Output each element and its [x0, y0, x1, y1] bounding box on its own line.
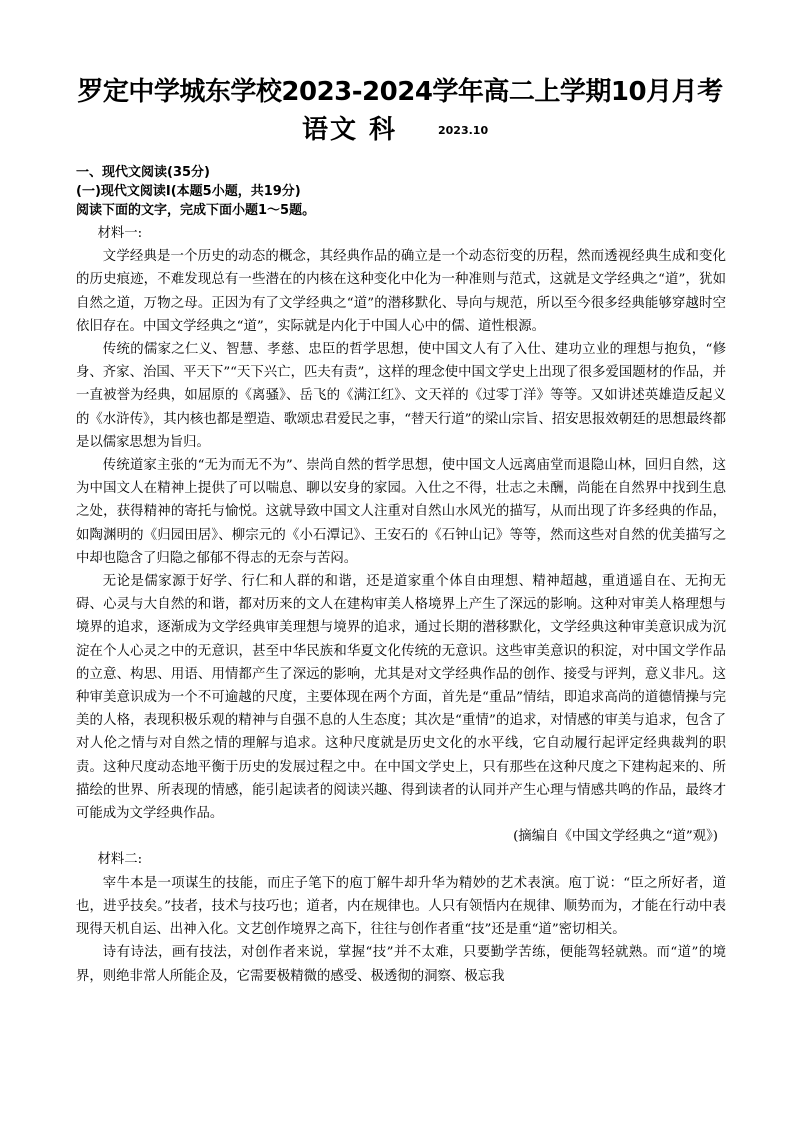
reading-instruction: 阅读下面的文字，完成下面小题1～5题。 — [76, 203, 316, 218]
source-citation: (摘编自《中国文学经典之“道”观》) — [513, 829, 718, 845]
material-label: 材料二: — [97, 852, 143, 868]
paragraph: 传统的儒家之仁义、智慧、孝慈、忠臣的哲学思想，使中国文人有了入仕、建功立业的理想与抱负，“修身、齐家、治国、平天下”“天下兴亡，匹夫有责”，这样的理念使中国文学史上出现了很多爱国题材的作品，并一直被誉为经典，如屈原的《离骚》、岳飞的《满江红》、文天祥的《过零丁洋》等等。又如讲述英雄造反起义的《水浒传》，其内核也都是塑造、歌颂忠君爱民之事，“替天行道”的梁山宗旨、招安思报效朝廷的思想最终都是以儒家思想为旨归。 — [76, 342, 726, 450]
exam-date: 2023.10 — [438, 124, 489, 137]
paragraph: 文学经典是一个历史的动态的概念，其经典作品的确立是一个动态衍变的历程，然而透视经典生成和变化的历史痕迹，不难发现总有一些潜在的内核在这种变化中化为一种准则与范式，这就是文学经典之“道”，犹如自然之道，万物之母。正因为有了文学经典之“道”的潜移默化、导向与规范，所以至今很多经典能够穿越时空依旧存在。中国文学经典之“道”，实际就是内化于中国人心中的儒、道性根源。 — [76, 249, 726, 334]
subject-line — [0, 112, 794, 148]
material-label: 材料一: — [97, 226, 143, 241]
paragraph: 诗有诗法，画有技法，对创作者来说，掌握“技”并不太难，只要勤学苦练，便能驾轻就熟。而“道”的境界，则绝非常人所能企及，它需要极精微的感受、极透彻的洞察、极忘我 — [76, 945, 726, 984]
exam-title: 罗定中学城东学校2023-2024学年高二上学期10月月考 — [77, 77, 723, 107]
paragraph: 无论是儒家源于好学、行仁和人群的和谐，还是道家重个体自由理想、精神超越，重逍遥自在、无拘无碍、心灵与大自然的和谐，都对历来的文人在建构审美人格境界上产生了深远的影响。这种对审美人格理想与境界的追求，逐渐成为文学经典审美理想与境界的追求，通过长期的潜移默化，文学经典这种审美意识成为沉淀在个人心灵之中的无意识，甚至中华民族和华夏文化传统的无意识。这些审美意识的积淀，对中国文学作品的立意、构思、用语、用情都产生了深远的影响，尤其是对文学经典作品的创作、接受与评判，意义非凡。这种审美意识成为一个不可逾越的尺度，主要体现在两个方面，首先是“重品”情结，即追求高尚的道德情操与完美的人格，表现积极乐观的精神与自强不息的人生态度；其次是“重情”的追求，对情感的审美与追求，包含了对人伦之情与对自然之情的理解与追求。这种尺度就是历史文化的水平线，它自动履行起评定经典裁判的职责。这种尺度动态地平衡于历史的发展过程之中。在中国文学史上，只有那些在这种尺度之下建构起来的、所描绘的世界、所表现的情感，能引起读者的阅读兴趣、得到读者的认同并产生心理与情感共鸣的作品，最终才可能成为文学经典作品。 — [76, 574, 726, 822]
subsection-heading: (一)现代文阅读Ⅰ(本题5小题，共19分) — [76, 184, 301, 199]
paragraph: 传统道家主张的“无为而无不为”、崇尚自然的哲学思想，使中国文人远离庙堂而退隐山林，回归自然，这为中国文人在精神上提供了可以喘息、聊以安身的家园。入仕之不得，壮志之未酬，尚能在自然界中找到生息之处，获得精神的寄托与愉悦。这就导致中国文人注重对自然山水风光的描写，从而出现了许多经典的作品，如陶渊明的《归园田居》、柳宗元的《小石潭记》、王安石的《石钟山记》等等，然而这些对自然的优美描写之中却也隐含了归隐之郁郁不得志的无奈与苦闷。 — [76, 458, 726, 566]
section-heading: 一、现代文阅读(35分) — [76, 165, 210, 180]
subject-label: 语文 科 — [302, 115, 398, 145]
paragraph: 宰牛本是一项谋生的技能，而庄子笔下的庖丁解牛却升华为精妙的艺术表演。庖丁说：“臣之所好者，道也，进乎技矣。”技者，技术与技巧也；道者，内在规律也。人只有领悟内在规律、顺势而为，才能在行动中表现得天机自运、出神入化。文艺创作境界之高下，往往与创作者重“技”还是重“道”密切相关。 — [76, 875, 726, 938]
reading-passage — [76, 222, 726, 988]
